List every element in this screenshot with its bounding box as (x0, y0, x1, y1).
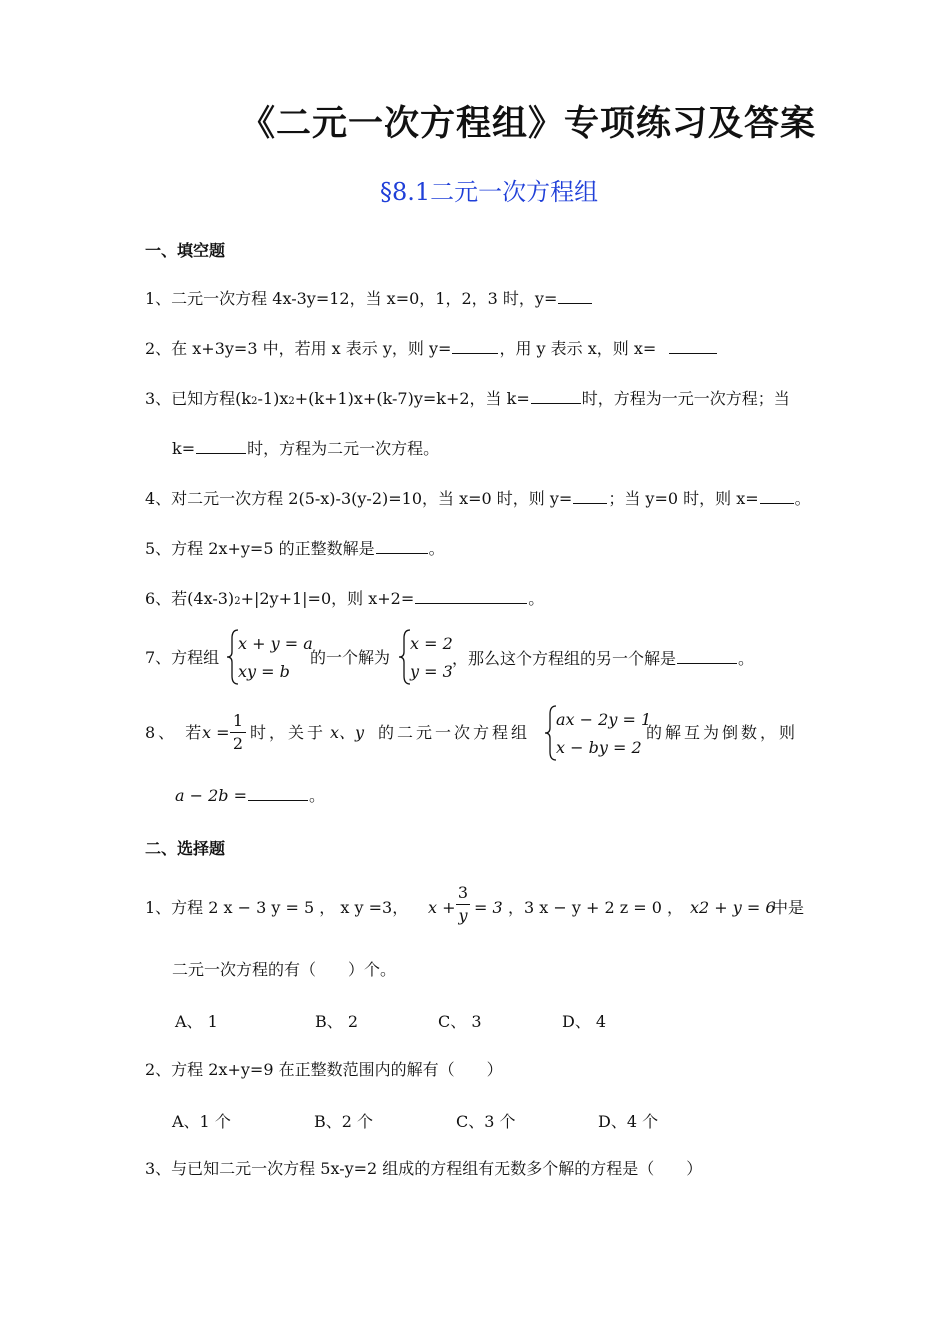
question-3-text-e: k= (172, 439, 196, 458)
choice-1-option-a[interactable]: A、 1 (175, 1012, 218, 1031)
question-1 (145, 287, 593, 310)
question-5-text-b: 。 (428, 539, 445, 558)
equation-system-3 (544, 704, 652, 764)
answer-blank (196, 437, 246, 454)
question-8-vars: x、y (330, 723, 365, 742)
choice-1-square-eq: x2 + y = 6 (690, 898, 776, 917)
answer-blank (573, 487, 607, 504)
question-2-text-b: ，用 y 表示 x，则 x= (499, 339, 657, 358)
question-5-text-a: 5、方程 2x+y=5 的正整数解是 (145, 539, 375, 558)
answer-blank (452, 337, 498, 354)
equation-line: ax − 2y = 1 (556, 710, 652, 729)
question-8-text-b: 时，关于 (250, 723, 327, 742)
equation-system-1 (226, 628, 316, 688)
question-8-text-f: 。 (309, 786, 326, 805)
question-8-text-c: 的二元一次方程组 (378, 723, 531, 742)
question-8-expression: a − 2b = (175, 786, 248, 805)
choice-1-option-d[interactable]: D、 4 (562, 1012, 607, 1031)
equation-system-2 (398, 628, 458, 688)
choice-1-frac-lead: x + (428, 898, 456, 917)
choice-1-option-b[interactable]: B、 2 (315, 1012, 359, 1031)
choice-question-3: 3、与已知二元一次方程 5x-y=2 组成的方程组有无数多个解的方程是（ ） (145, 1159, 703, 1178)
choice-2-option-b[interactable]: B、2 个 (314, 1112, 374, 1131)
question-2-text-a: 2、在 x+3y=3 中，若用 x 表示 y，则 y= (145, 339, 452, 358)
answer-blank (415, 587, 527, 604)
question-3-text-d: 时，方程为一元一次方程；当 (581, 389, 790, 408)
choice-2-option-a[interactable]: A、1 个 (172, 1112, 231, 1131)
question-7-tail (452, 647, 754, 670)
question-6-text-c: 。 (528, 589, 545, 608)
question-8-cont (175, 784, 325, 807)
question-5 (145, 537, 445, 560)
question-4-text-c: 。 (794, 489, 811, 508)
question-3-text-a: 3、已知方程(k (145, 389, 252, 408)
question-6-text-b: +|2y+1|=0，则 x+2= (240, 589, 415, 608)
document-title: 《二元一次方程组》专项练习及答案 (240, 103, 817, 144)
question-4-text-a: 4、对二元一次方程 2(5-x)-3(y-2)=10，当 x=0 时，则 y= (145, 489, 573, 508)
choice-1-option-c[interactable]: C、 3 (438, 1012, 482, 1031)
question-8-label: 8、 若 (145, 723, 205, 742)
equation-line: xy = b (238, 662, 290, 681)
question-6-text-a: 6、若(4x-3) (145, 589, 235, 608)
fraction-3-over-y (456, 882, 470, 927)
answer-blank (669, 337, 717, 354)
choice-question-1 (145, 897, 408, 919)
question-3 (145, 387, 790, 413)
answer-blank (531, 387, 581, 404)
fraction-denominator: 2 (232, 734, 244, 753)
section-heading-multiple-choice: 二、选择题 (145, 839, 226, 858)
choice-1-text-a: 1、方程 2 x − 3 y = 5 ， x y =3， (145, 898, 409, 917)
equation-line: x − by = 2 (556, 738, 642, 757)
question-4-text-b: ；当 y=0 时，则 x= (608, 489, 759, 508)
choice-1-frac-tail: = 3 (474, 898, 503, 917)
choice-1-text-c: 中是 (772, 898, 805, 917)
choice-2-option-c[interactable]: C、3 个 (456, 1112, 516, 1131)
question-7-text-b: 的一个解为 (310, 648, 391, 667)
question-4 (145, 487, 811, 510)
answer-blank (760, 487, 794, 504)
question-3-text-f: 时，方程为二元一次方程。 (247, 439, 440, 458)
fraction-half (230, 710, 246, 755)
choice-2-option-d[interactable]: D、4 个 (598, 1112, 659, 1131)
fraction-numerator: 3 (456, 882, 470, 905)
question-3-cont (172, 437, 439, 460)
subscript: 2 (288, 396, 295, 407)
section-heading-fill-blank: 一、填空题 (145, 241, 226, 260)
choice-1-text-b: ，3 x − y + 2 z = 0 ， (508, 898, 684, 917)
question-3-text-b: -1)x (257, 389, 289, 408)
question-8-x: x = (202, 723, 230, 742)
subscript: 2 (251, 396, 258, 407)
section-subtitle: §8.1二元一次方程组 (380, 178, 599, 206)
question-8-text-d: 的解互为倒数，则 (646, 723, 799, 742)
question-7-label: 7、方程组 (145, 648, 220, 667)
answer-blank (376, 537, 428, 554)
equation-line: x + y = a (238, 634, 313, 653)
answer-blank (248, 784, 308, 801)
question-7-text-c: ，那么这个方程组的另一个解是 (452, 649, 677, 668)
choice-question-2: 2、方程 2x+y=9 在正整数范围内的解有（ ） (145, 1060, 503, 1079)
choice-1-text-d: 二元一次方程的有（ ）个。 (172, 960, 397, 979)
question-7-text-d: 。 (738, 649, 755, 668)
answer-blank (558, 287, 592, 304)
equation-line: x = 2 (410, 634, 453, 653)
subscript: 2 (234, 596, 241, 607)
equation-line: y = 3 (410, 662, 453, 681)
answer-blank (677, 647, 737, 664)
question-6 (145, 587, 544, 613)
question-2 (145, 337, 718, 360)
question-1-text: 1、二元一次方程 4x-3y=12，当 x=0，1，2，3 时，y= (145, 289, 558, 308)
question-3-text-c: +(k+1)x+(k-7)y=k+2，当 k= (294, 389, 530, 408)
fraction-denominator: y (458, 906, 468, 925)
fraction-numerator: 1 (230, 710, 246, 733)
